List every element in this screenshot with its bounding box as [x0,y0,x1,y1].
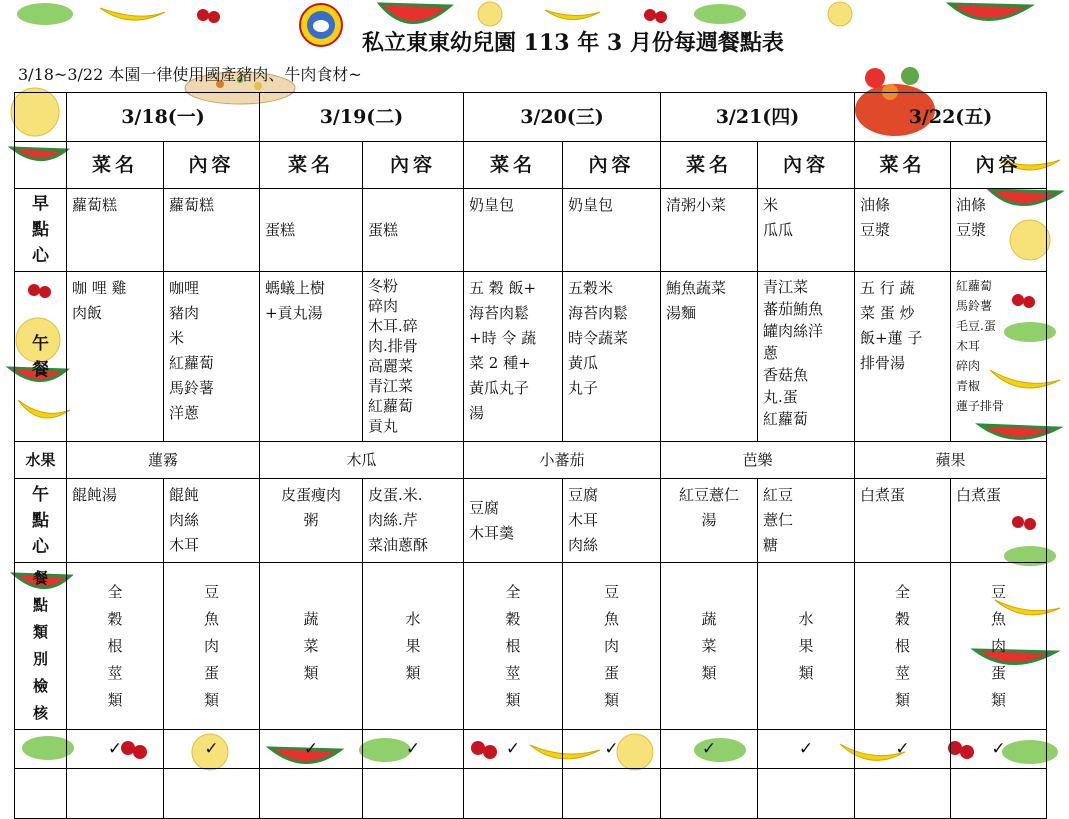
day-header: 3/21(四) [661,93,855,142]
menu-line: 皮蛋.米. [368,486,423,504]
menu-line: 薏仁 [763,511,794,529]
vertical-char: 菜 [303,636,319,655]
check-row [15,730,1047,769]
menu-line: 排骨湯 [860,354,906,372]
row-label-check [15,563,67,730]
menu-content-cell [363,479,464,563]
fruit-cell: 小蕃茄 [464,442,661,479]
vertical-char: 類 [798,663,814,682]
menu-line: 時令蔬菜 [568,329,629,347]
vertical-char: 果 [798,636,814,655]
menu-line: 奶皇包 [469,196,515,214]
menu-line: 菜 蛋 炒 [860,304,915,322]
vertical-char: 穀 [107,609,123,628]
vertical-char: 果 [405,636,421,655]
fruit-cell: 蓮霧 [67,442,260,479]
afternoon-snack-row [15,479,1047,563]
menu-line: 木耳羹 [469,523,515,542]
vertical-char: 蛋 [603,663,619,682]
check-mark: ✓ [67,730,164,769]
row-label-lunch [15,272,67,442]
menu-line: 肉絲 [568,536,599,554]
vertical-char: 莖 [894,663,910,682]
menu-content-cell [164,479,260,563]
menu-dish-cell [464,479,563,563]
menu-line: 海苔肉鬆 [469,304,530,322]
fruit-cell: 木瓜 [260,442,464,479]
menu-line: 蘿蔔糕 [72,196,118,214]
blank-cell [855,769,951,819]
vertical-char: 水 [405,609,421,628]
menu-line: 菜 2 種+ [469,354,531,372]
menu-line: 清粥小菜 [666,196,727,214]
menu-line: +時 令 蔬 [469,329,537,347]
vertical-char: 豆 [603,582,619,601]
menu-line: 豆腐 [568,486,599,504]
lunch-row [15,272,1047,442]
check-mark: ✓ [563,730,661,769]
menu-content-cell [363,272,464,442]
menu-line: 紅蘿蔔 [763,410,809,428]
category-cell [67,563,164,730]
vertical-char: 類 [32,623,48,641]
menu-line: 青江菜 [763,278,809,296]
menu-line: 青椒 [956,379,981,393]
vertical-char: 午 [32,484,49,505]
corner-cell [15,93,67,142]
blank-cell [164,769,260,819]
category-cell [563,563,661,730]
menu-dish-cell [260,189,363,272]
vertical-char: 豆 [203,582,219,601]
vertical-char: 肉 [203,636,219,655]
category-cell [951,563,1047,730]
row-label-afternoon [15,479,67,563]
vertical-char: 類 [603,690,619,709]
vertical-char: 餐 [32,359,49,380]
menu-line: 毛豆.蛋 [956,319,996,333]
content-column-header: 內容 [164,142,260,189]
vertical-char: 魚 [203,609,219,628]
vertical-char: 莖 [505,663,521,682]
menu-line: 鮪魚蔬菜 [666,279,727,297]
menu-dish-cell [67,272,164,442]
dish-column-header: 菜名 [464,142,563,189]
dish-column-header: 菜名 [855,142,951,189]
vertical-char: 午 [32,333,49,354]
menu-content-cell [164,189,260,272]
menu-dish-cell [661,189,758,272]
menu-dish-cell [661,479,758,563]
menu-line: 貢丸 [368,417,399,435]
category-cell [164,563,260,730]
menu-line: 咖哩 [169,279,200,297]
menu-line: 餛飩 [169,486,200,504]
menu-line: 肉絲 [169,511,200,529]
check-mark: ✓ [260,730,363,769]
vertical-char: 水 [798,609,814,628]
check-mark: ✓ [951,730,1047,769]
menu-line: 白煮蛋 [956,486,1002,504]
menu-line: 肉絲.芹 [368,511,418,529]
row-label-fruit: 水果 [15,442,67,479]
day-header: 3/20(三) [464,93,661,142]
menu-line: 蛋糕 [265,220,296,239]
menu-line: 碎肉 [368,297,399,315]
menu-line: 碎肉 [956,359,981,373]
menu-line: 五 行 蔬 [860,279,915,297]
vertical-char: 早 [32,194,49,214]
vertical-char: 類 [405,663,421,682]
vertical-char: 類 [701,663,717,682]
blank-cell [15,769,67,819]
menu-content-cell [758,189,855,272]
menu-line: 洋蔥 [169,404,200,422]
menu-line: 馬鈴薯 [169,379,215,397]
menu-dish-cell [260,479,363,563]
vertical-char: 根 [505,636,521,655]
menu-line: 奶皇包 [568,196,614,214]
vertical-char: 心 [32,246,49,266]
menu-line: 肉.排骨 [368,337,418,355]
menu-dish-cell [67,189,164,272]
menu-line: 豆腐 [469,498,500,517]
menu-dish-cell [855,189,951,272]
menu-dish-cell [855,272,951,442]
vertical-char: 餐 [32,569,48,587]
menu-content-cell [563,479,661,563]
category-row [15,563,1047,730]
menu-content-cell [758,272,855,442]
menu-line: 丸子 [568,379,599,397]
menu-line: 肉飯 [72,304,103,322]
fruit-row [15,442,1047,479]
menu-line: 粥 [303,511,319,529]
menu-line: 餛飩湯 [72,486,118,504]
menu-line: 木耳.碎 [368,317,418,335]
vertical-char: 魚 [990,609,1006,628]
menu-dish-cell [464,272,563,442]
school-logo [290,2,352,48]
day-header: 3/22(五) [855,93,1047,142]
vertical-char: 菜 [701,636,717,655]
check-mark: ✓ [855,730,951,769]
menu-line: 瓜瓜 [763,221,794,239]
menu-line: 湯麵 [666,304,697,322]
menu-content-cell [164,272,260,442]
menu-line: 糖 [763,536,779,554]
menu-line: 木耳 [169,536,200,554]
dish-column-header: 菜名 [67,142,164,189]
vertical-char: 別 [32,650,48,668]
menu-line: 油條 [956,196,987,214]
menu-line: 黃瓜丸子 [469,379,530,397]
day-header: 3/19(二) [260,93,464,142]
menu-line: +貢丸湯 [265,304,323,322]
vertical-char: 類 [107,690,123,709]
blank-cell [951,769,1047,819]
vertical-char: 蛋 [203,663,219,682]
menu-line: 蛋糕 [368,220,399,239]
vertical-char: 全 [894,582,910,601]
menu-line: 高麗菜 [368,357,414,375]
category-cell [758,563,855,730]
menu-line: 青江菜 [368,377,414,395]
menu-line: 米 [763,196,779,214]
menu-content-cell [951,272,1047,442]
vertical-char: 根 [894,636,910,655]
check-mark: ✓ [661,730,758,769]
vertical-char: 核 [32,704,48,722]
blank-row [15,769,1047,819]
menu-line: 紅蘿蔔 [368,397,414,415]
dish-column-header: 菜名 [260,142,363,189]
menu-line: 皮蛋瘦肉 [280,486,341,504]
menu-line: 紅豆 [763,486,794,504]
menu-line: 湯 [469,404,485,422]
menu-line: 蓮子排骨 [956,399,1005,413]
category-cell [855,563,951,730]
menu-content-cell [951,189,1047,272]
menu-line: 蕃茄鮪魚 [763,300,824,318]
vertical-char: 點 [32,510,49,531]
blank-cell [758,769,855,819]
menu-dish-cell [855,479,951,563]
vertical-char: 魚 [603,609,619,628]
menu-line: 豆漿 [860,221,891,239]
vertical-char: 點 [32,220,49,240]
vertical-char: 根 [107,636,123,655]
menu-line: 咖 哩 雞 [72,279,127,297]
vertical-char: 類 [894,690,910,709]
vertical-char: 莖 [107,663,123,682]
day-header-row [15,93,1047,142]
menu-line: 蘿蔔糕 [169,196,215,214]
content-column-header: 內容 [758,142,855,189]
vertical-char: 豆 [990,582,1006,601]
blank-cell [363,769,464,819]
menu-line: 豆漿 [956,221,987,239]
vertical-char: 類 [303,663,319,682]
check-mark: ✓ [363,730,464,769]
menu-line: 木耳 [956,339,981,353]
menu-content-cell [758,479,855,563]
menu-line: 馬鈴薯 [956,299,993,313]
menu-content-cell [363,189,464,272]
menu-content-cell [951,479,1047,563]
menu-line: 飯+蓮 子 [860,329,923,347]
breakfast-row [15,189,1047,272]
category-cell [661,563,758,730]
menu-line: 黃瓜 [568,354,599,372]
vertical-char: 肉 [990,636,1006,655]
menu-content-cell [563,272,661,442]
menu-line: 紅蘿蔔 [169,354,215,372]
vertical-char: 蛋 [990,663,1006,682]
dish-column-header: 菜名 [661,142,758,189]
blank-cell [464,769,563,819]
menu-line: 海苔肉鬆 [568,304,629,322]
corner-cell [15,142,67,189]
vertical-char: 心 [32,536,49,557]
menu-dish-cell [260,272,363,442]
menu-line: 螞蟻上樹 [265,279,326,297]
check-mark: ✓ [164,730,260,769]
menu-line: 菜油蔥酥 [368,536,429,554]
column-header-row [15,142,1047,189]
menu-line: 五 穀 飯+ [469,279,537,297]
vertical-char: 穀 [894,609,910,628]
menu-content-cell [563,189,661,272]
page-title: 私立東東幼兒園 113 年 3 月份每週餐點表 [362,30,784,56]
menu-line: 米 [169,329,185,347]
check-label-cell [15,730,67,769]
check-mark: ✓ [464,730,563,769]
menu-subtitle: 3/18~3/22 本園一律使用國產豬肉、牛肉食材~ [18,65,362,84]
vertical-char: 點 [32,596,48,614]
menu-line: 蔥 [763,344,779,362]
menu-line: 白煮蛋 [860,486,906,504]
menu-dish-cell [67,479,164,563]
blank-cell [67,769,164,819]
day-header: 3/18(一) [67,93,260,142]
vertical-char: 肉 [603,636,619,655]
menu-line: 香菇魚 [763,366,809,384]
fruit-cell: 蘋果 [855,442,1047,479]
menu-dish-cell [661,272,758,442]
menu-line: 冬粉 [368,277,399,295]
vertical-char: 蔬 [303,609,319,628]
vertical-char: 類 [990,690,1006,709]
menu-line: 油條 [860,196,891,214]
content-column-header: 內容 [563,142,661,189]
menu-line: 丸.蛋 [763,388,798,406]
blank-cell [563,769,661,819]
menu-line: 罐肉絲洋 [763,322,824,340]
category-cell [464,563,563,730]
category-cell [260,563,363,730]
vertical-char: 類 [203,690,219,709]
menu-line: 五穀米 [568,279,614,297]
fruit-cell: 芭樂 [661,442,855,479]
category-cell [363,563,464,730]
menu-line: 木耳 [568,511,599,529]
title-bar [0,0,1069,60]
menu-line: 紅蘿蔔 [956,279,993,293]
blank-cell [661,769,758,819]
menu-line: 豬肉 [169,304,200,322]
vertical-char: 全 [107,582,123,601]
content-column-header: 內容 [951,142,1047,189]
weekly-menu-table [14,92,1047,819]
vertical-char: 穀 [505,609,521,628]
vertical-char: 全 [505,582,521,601]
blank-cell [260,769,363,819]
vertical-char: 類 [505,690,521,709]
vertical-char: 蔬 [701,609,717,628]
menu-line: 紅豆薏仁 [678,486,739,504]
content-column-header: 內容 [363,142,464,189]
check-mark: ✓ [758,730,855,769]
vertical-char: 檢 [32,677,48,695]
menu-dish-cell [464,189,563,272]
row-label-breakfast [15,189,67,272]
menu-line: 湯 [701,511,717,529]
